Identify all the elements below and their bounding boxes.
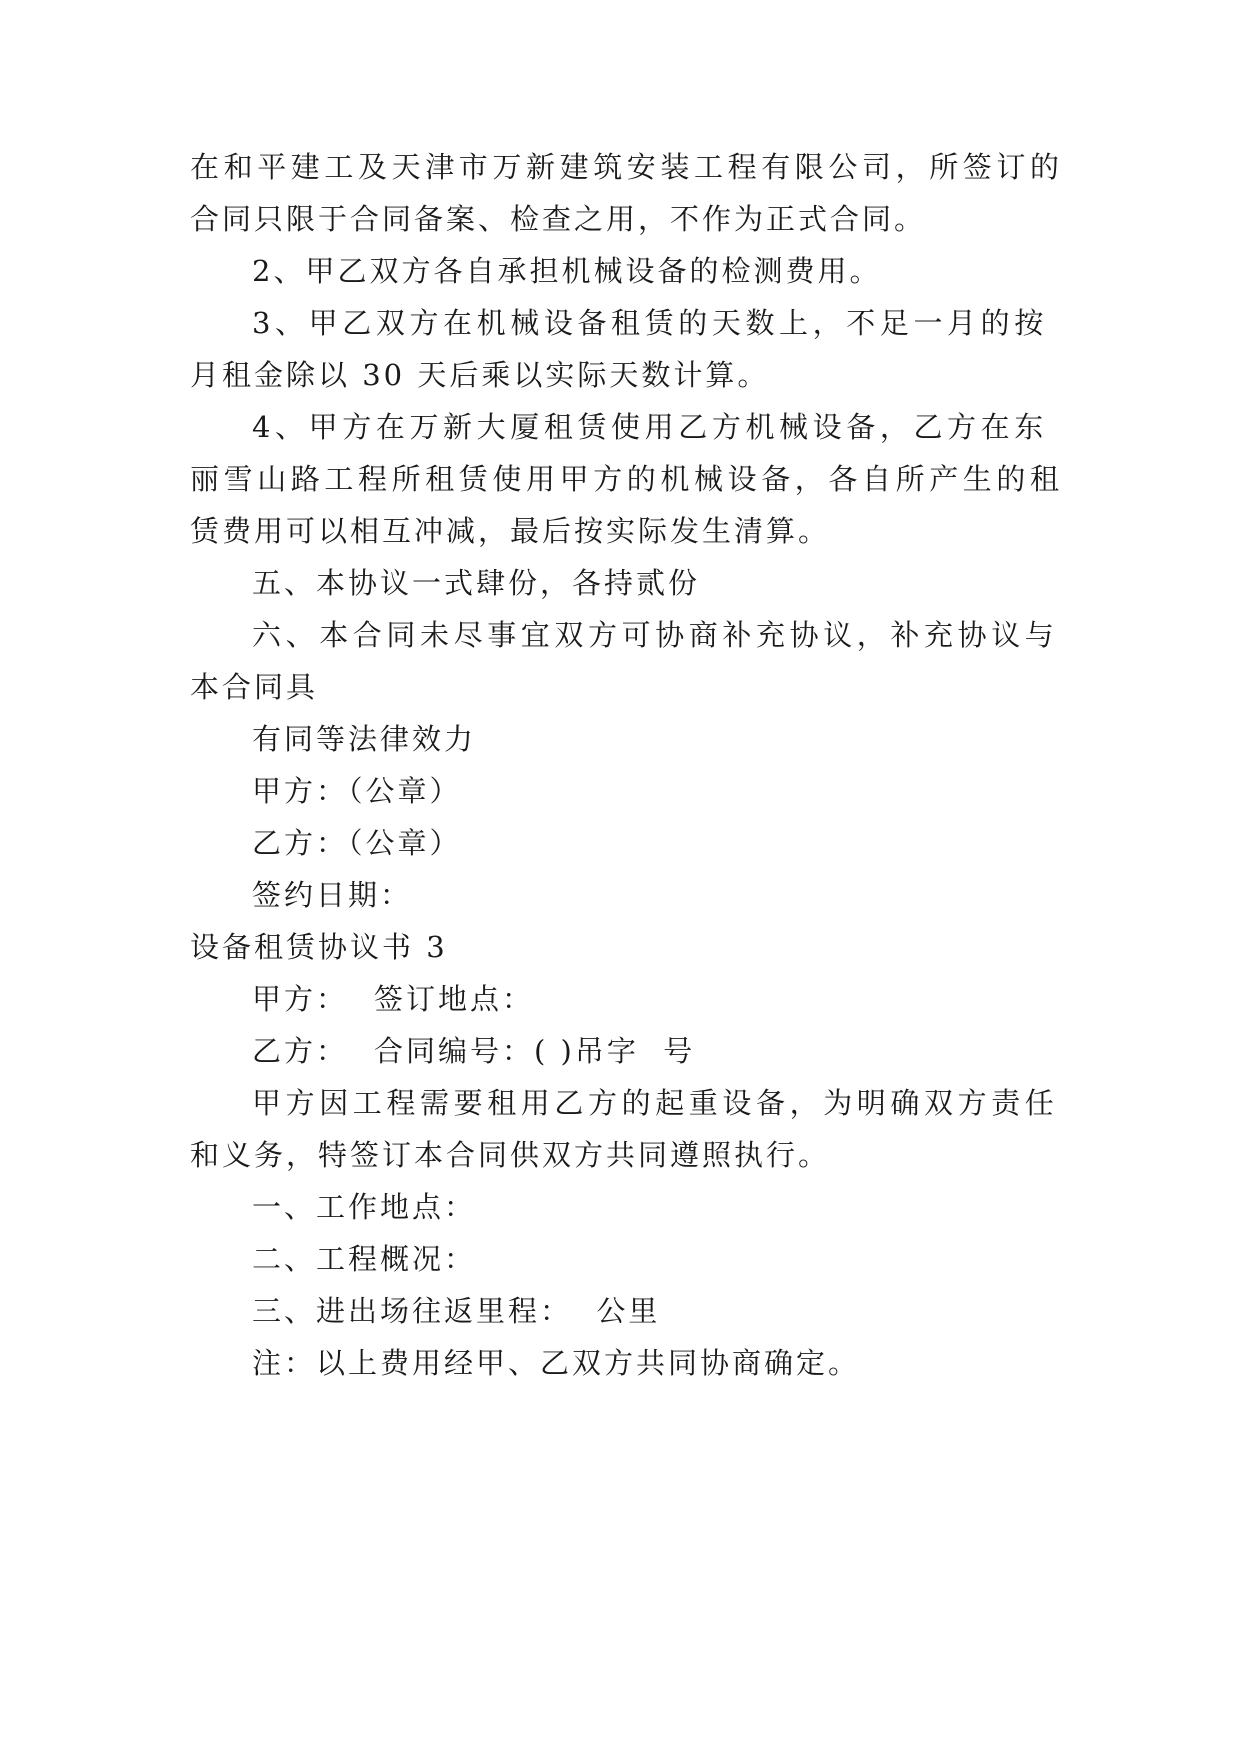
party-a-label: 甲方： bbox=[252, 982, 349, 1016]
party-b-label: 乙方： bbox=[252, 1034, 349, 1068]
paragraph-line: 有同等法律效力 bbox=[252, 722, 477, 756]
clause-item-4: 4、甲方在万新大厦租赁使用乙方机械设备，乙方在东 bbox=[252, 410, 1048, 444]
clause-5: 五、本协议一式肆份，各持贰份 bbox=[252, 566, 701, 600]
paragraph-line: 本合同具 bbox=[190, 670, 319, 704]
party-a-row bbox=[252, 979, 534, 1019]
clause-6: 六、本合同未尽事宜双方可协商补充协议，补充协议与 bbox=[252, 618, 1059, 652]
section-title: 设备租赁协议书 3 bbox=[190, 930, 448, 964]
clause-item-2: 2、甲乙双方各自承担机械设备的检测费用。 bbox=[252, 254, 882, 288]
work-location: 一、工作地点： bbox=[252, 1190, 477, 1224]
party-a-seal: 甲方：（公章） bbox=[252, 774, 462, 808]
paragraph-line: 丽雪山路工程所租赁使用甲方的机械设备，各自所产生的租 bbox=[190, 462, 1064, 496]
project-overview: 二、工程概况： bbox=[252, 1242, 477, 1276]
sign-date: 签约日期： bbox=[252, 878, 413, 912]
intro-paragraph: 甲方因工程需要租用乙方的起重设备，为明确双方责任 bbox=[252, 1086, 1059, 1120]
paragraph-line: 合同只限于合同备案、检查之用，不作为正式合同。 bbox=[190, 202, 927, 236]
paragraph-line: 和义务，特签订本合同供双方共同遵照执行。 bbox=[190, 1138, 831, 1172]
clause-item-3: 3、甲乙双方在机械设备租赁的天数上，不足一月的按 bbox=[252, 306, 1048, 340]
fee-note: 注：以上费用经甲、乙双方共同协商确定。 bbox=[252, 1346, 861, 1380]
paragraph-line: 赁费用可以相互冲减，最后按实际发生清算。 bbox=[190, 514, 831, 548]
sign-place-label: 签订地点： bbox=[374, 982, 535, 1016]
paragraph-line: 月租金除以 30 天后乘以实际天数计算。 bbox=[190, 358, 770, 392]
paragraph-line: 在和平建工及天津市万新建筑安装工程有限公司，所签订的 bbox=[190, 150, 1064, 184]
party-b-row bbox=[252, 1031, 695, 1071]
party-b-seal: 乙方：（公章） bbox=[252, 826, 462, 860]
mileage: 三、进出场往返里程： 公里 bbox=[252, 1294, 661, 1328]
contract-number-label: 合同编号：( )吊字 号 bbox=[374, 1034, 696, 1068]
